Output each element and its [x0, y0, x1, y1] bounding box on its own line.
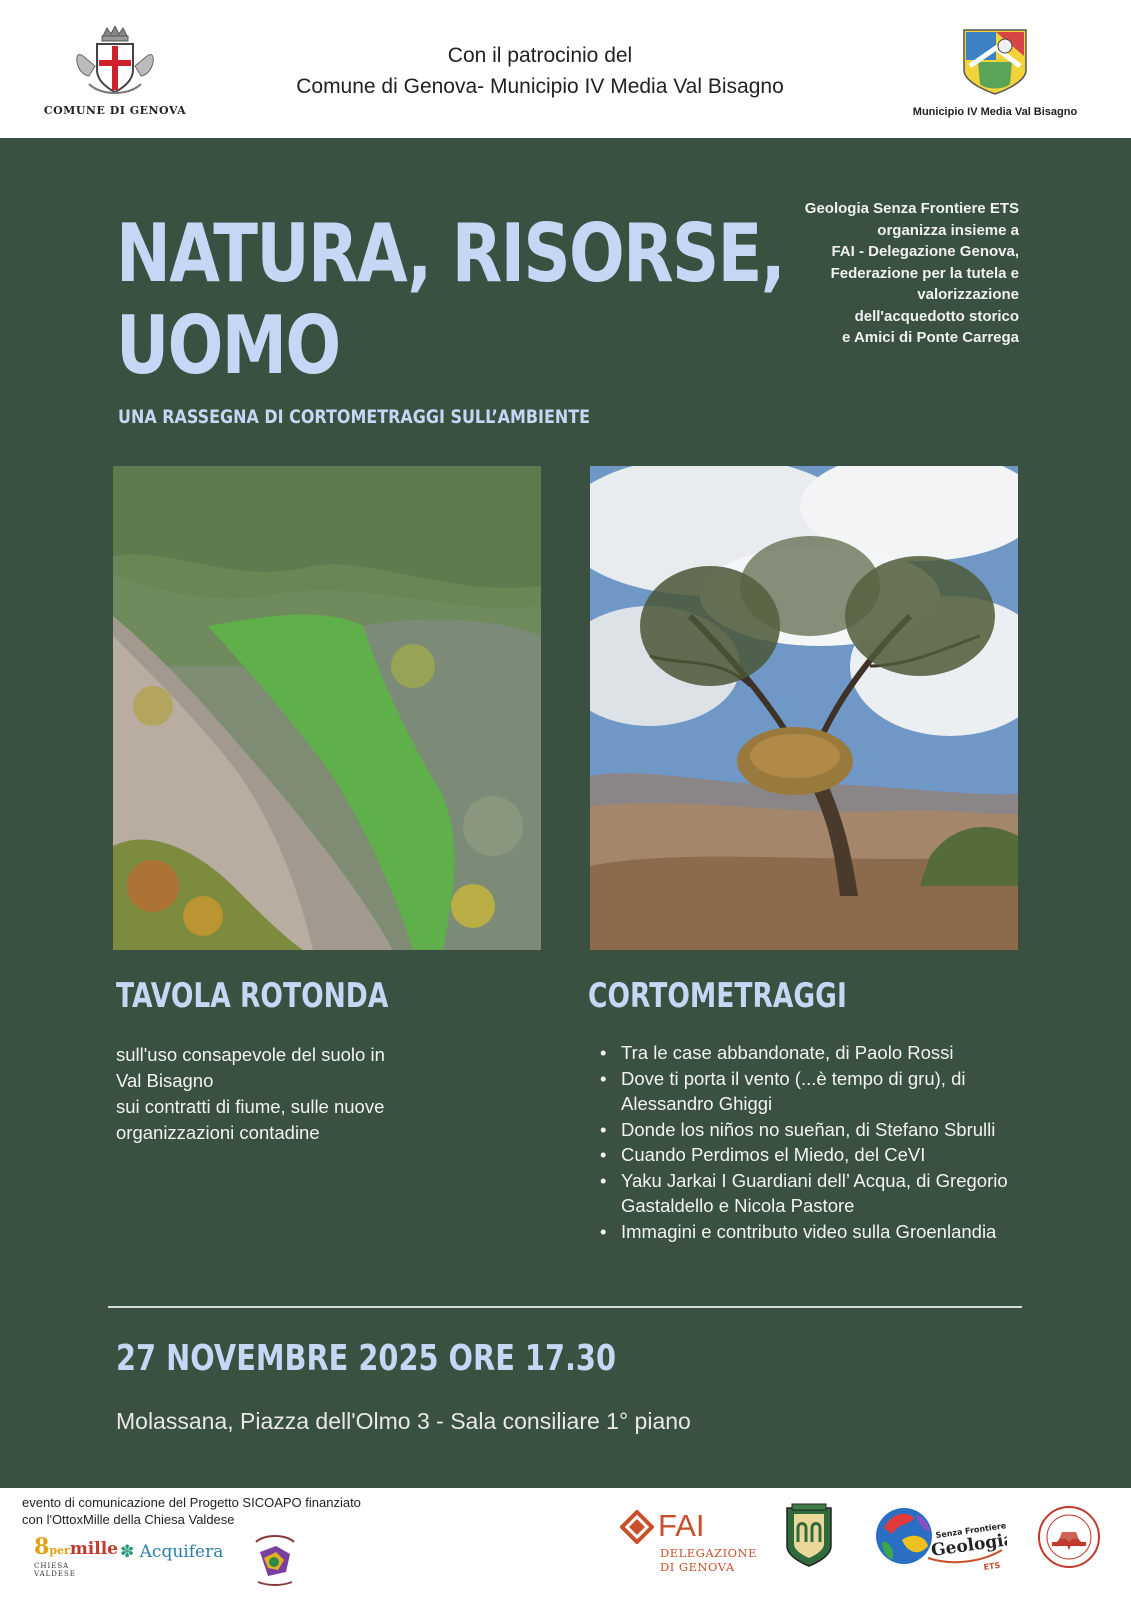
svg-text:Senza Frontiere: Senza Frontiere — [935, 1521, 1007, 1540]
event-date: 27 NOVEMBRE 2025 ORE 17.30 — [116, 1338, 617, 1379]
genova-logo-caption: COMUNE DI GENOVA — [43, 104, 187, 117]
organizer-line: valorizzazione — [917, 286, 1019, 303]
organizer-line: Geologia Senza Frontiere ETS — [804, 200, 1019, 217]
subtitle: UNA RASSEGNA DI CORTOMETRAGGI SULL’AMBIENTE — [118, 406, 591, 428]
patronage-line-2: Comune di Genova- Municipio IV Media Val Bisagno — [296, 75, 784, 98]
title-line-1: NATURA, RISORSE, — [116, 207, 785, 300]
funding-note-line-1: evento di comunicazione del Progetto SICOAPO finanziato — [22, 1495, 361, 1510]
water-drop-icon: ✽ — [120, 1542, 135, 1562]
photo-gully-landscape — [113, 466, 541, 950]
tavola-line: organizzazioni contadine — [116, 1122, 320, 1143]
cortometraggi-title: CORTOMETRAGGI — [588, 976, 847, 1016]
otto-per: per — [49, 1544, 70, 1557]
otto-caption: CHIESA VALDESE — [34, 1562, 76, 1578]
film-item: • Dove ti porta il vento (...è tempo di gru), di Alessandro Ghiggi — [596, 1066, 1036, 1117]
fai-delegazione-line-1: DELEGAZIONE — [660, 1546, 758, 1560]
film-item: • Yaku Jarkai I Guardiani dell’ Acqua, di Gregorio Gastaldello e Nicola Pastore — [596, 1168, 1036, 1219]
organizer-line: e Amici di Ponte Carrega — [842, 329, 1019, 346]
tavola-line: sull'uso consapevole del suolo in — [116, 1044, 385, 1065]
fai-delegazione-line-2: DI GENOVA — [660, 1560, 735, 1574]
organizers-block — [719, 198, 1019, 349]
organizer-line: FAI - Delegazione Genova, — [831, 243, 1019, 260]
otto-number: 8 — [34, 1534, 50, 1560]
aqueduct-shield-icon — [784, 1502, 834, 1568]
ottopermille-logo — [34, 1534, 118, 1582]
project-funding-note — [22, 1494, 442, 1528]
fai-emblem-icon — [620, 1510, 654, 1544]
sponsor-header — [0, 0, 1131, 138]
tavola-line: Val Bisagno — [116, 1070, 214, 1091]
comune-di-genova-logo — [40, 26, 190, 126]
association-emblem-icon — [250, 1532, 300, 1588]
organizer-line: organizza insieme a — [877, 221, 1019, 239]
photo-leaning-tree — [590, 466, 1018, 950]
tavola-rotonda-title: TAVOLA ROTONDA — [116, 976, 389, 1016]
event-poster — [0, 138, 1131, 1488]
municipio-shield-icon — [960, 26, 1030, 96]
genova-coat-of-arms-icon — [69, 26, 161, 98]
svg-text:Geologia: Geologia — [929, 1529, 1007, 1561]
patronage-text — [250, 40, 830, 102]
funding-note-line-2: con l'OttoxMille della Chiesa Valdese — [22, 1512, 235, 1527]
municipio-logo-caption: Municipio IV Media Val Bisagno — [912, 106, 1078, 118]
acquifera-logo — [120, 1542, 223, 1562]
amici-di-ponte-carrega-logo — [1036, 1504, 1102, 1570]
film-item: • Tra le case abbandonate, di Paolo Rossi — [596, 1040, 1036, 1066]
fai-delegazione-genova-logo — [620, 1508, 758, 1578]
film-item: • Cuando Perdimos el Miedo, del CeVI — [596, 1142, 1036, 1168]
partner-association-logo — [250, 1532, 300, 1588]
geologia-globe-icon — [872, 1500, 1007, 1580]
svg-text:ETS: ETS — [983, 1560, 1001, 1572]
event-location: Molassana, Piazza dell'Olmo 3 - Sala consiliare 1° piano — [116, 1408, 691, 1434]
tavola-rotonda-description — [116, 1042, 436, 1146]
film-item: • Donde los niños no sueñan, di Stefano Sbrulli — [596, 1117, 1036, 1143]
section-divider — [108, 1306, 1022, 1308]
ponte-carrega-bridge-icon — [1036, 1504, 1102, 1570]
partners-footer — [0, 1488, 1131, 1600]
film-item: • Immagini e contributo video sulla Groenlandia — [596, 1219, 1036, 1245]
acquifera-label: Acquifera — [139, 1542, 224, 1562]
otto-mille: mille — [69, 1539, 118, 1559]
tavola-line: sui contratti di fiume, sulle nuove — [116, 1096, 385, 1117]
film-list — [596, 1040, 1036, 1244]
organizer-line: Federazione per la tutela e — [830, 264, 1019, 282]
municipio-iv-logo — [895, 26, 1095, 126]
main-title — [116, 207, 785, 392]
organizer-line: dell'acquedotto storico — [854, 307, 1019, 325]
acquedotto-storico-logo — [784, 1502, 834, 1568]
geologia-senza-frontiere-logo — [872, 1500, 1007, 1580]
fai-label: FAI — [658, 1508, 705, 1543]
title-line-2: UOMO — [116, 299, 340, 392]
patronage-line-1: Con il patrocinio del — [447, 44, 633, 67]
